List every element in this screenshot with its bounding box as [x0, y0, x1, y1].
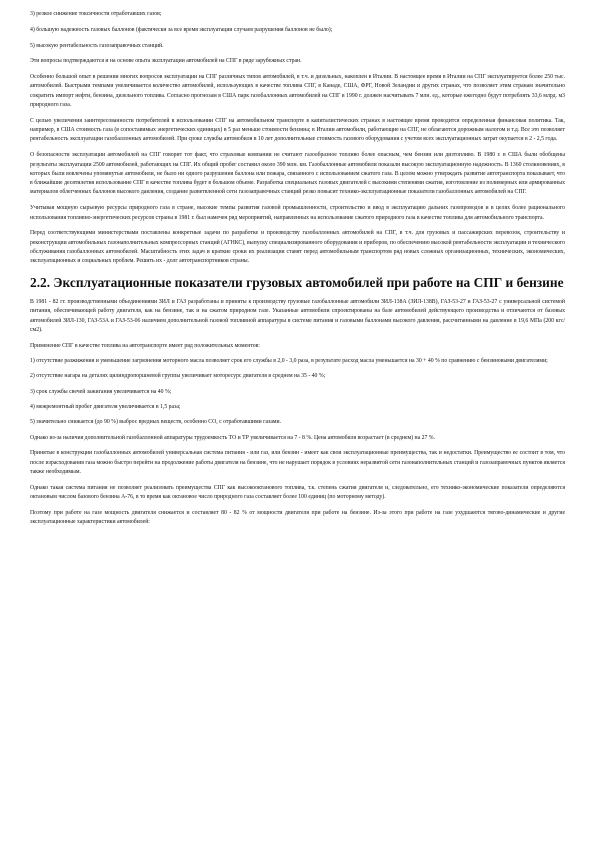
paragraph-maintenance-cost: Однако из-за наличия дополнительной газобаллонной аппаратуры трудоемкость ТО и ТР увеличивается на 7 - 8 %. Цена автомобиля возрастает (в среднем) на 27 %.	[30, 434, 436, 441]
section-title: 2.2. Эксплуатационные показатели грузовых автомобилей при работе на СПГ и бензине	[30, 274, 564, 290]
paragraph-safety: О безопасности эксплуатации автомобилей на СПГ говорит тот факт, что страховые компании не считают газообразное топливо более опасным, чем бензин или дизтопливо. В 1980 г. в США были обобщены результаты эксплуатации 2500 автомобилей, работающих на СПГ. Их общий пробег составил около 390 млн. км. Газобаллонные автомобили показали высокую эксплуатационную надежность. В 1360 столкновениях, в которых были вовлечены упомянутые автомобили, не было ни одного разрушения баллона или пожара, связанного с использованием сжатого газа. В целом можно утверждать развитие автотранспорта показывает, что в ближайшие десятилетия использование СПГ в качестве топлива будет в большом объеме. Разработка специальных газовых двигателей с высокими степенями сжатия, изготовление из полимерных или армированных материалов облегченных баллонов высокого давления, создание разветвленной сети газозаправочных станций резко повысит технико-эксплуатационные показатели газобаллонных автомобилей на СПГ.	[30, 152, 565, 196]
paragraph-advantages-intro: Применение СПГ в качестве топлива на автотранспорте имеет ряд положительных моментов:	[30, 342, 260, 349]
paragraph-ministries: Перед соответствующими министерствами поставлены конкретные задачи по разработке и производству газобаллонных автомобилей на СПГ, в т.ч. для грузовых и пассажирских перевозок, строительству и реконструкции автомобильных газонаполнительных компрессорных станций (АГНКС), выпуску специализированного оборудования и приборов, по обеспечению высокой рентабельности эксплуатации и технического обслуживания газобаллонных автомобилей. Масштабность этих задач и краткие сроки их реализации ставят перед автомобильным транспортом ряд новых сложных организационных, технических, экономических, эксплуатационных и социальных проблем. Решить их - долг автотранспортников страны.	[30, 230, 565, 265]
paragraph-zil-gaz: В 1981 - 82 гг. производственными объединениями ЗИЛ и ГАЗ разработаны и приняты к производству грузовые газобаллонные автомобили ЗИЛ-138А (ЗИЛ-138В), ГАЗ-53-27 и ГАЗ-53-27 с универсальной системой питания, обеспечивающей работу двигателя, как на бензине, так и на сжатом природном газе. Указанные автомобили спроектированы на базе автомобилей действующего производства и отличаются от базовых автомобилей ЗИЛ-130, ГАЗ-53А и ГАЗ-53-06 наличием дополнительной газовой топливной аппаратуры в системе питания и газовыми баллонами высокого давления, рассчитанными на давление в 19,6 МПа (200 кгс/см2).	[30, 299, 565, 333]
paragraph-advantage-5: 5) значительно снижается (до 90 %) выброс вредных веществ, особенно СО, с отработавшими газами.	[30, 419, 282, 426]
paragraph-octane: Однако такая система питания не позволяет реализовать преимущества СПГ как высокооктанового топлива, т.к. степень сжатия двигателя и, следовательно, его технико-экономические показатели определяются октановым числом базового бензина А-76, в то время как октановое число природного газа составляет более 100 единиц (по моторному методу).	[30, 484, 565, 500]
paragraph-universal-system: Принятые в конструкции газобаллонных автомобилей универсальная система питания - или газ, или бензин - имеет как свои эксплуатационные преимущества, так и недостатки. Преимущество ее состоит в том, что после израсходования газа можно быстро перейти на продолжение работы двигателя на бензине, что не нарушает порядок в условиях неразвитой сети газонаполнительных станций и газозаправочных пунктов является также необходимым.	[30, 450, 565, 475]
paragraph-italy: Особенно большой опыт в решении многих вопросов эксплуатации на СПГ различных типов автомобилей, в т.ч. и дизельных, накоплен в Италии. В настоящее время в Италии на СПГ эксплуатируется более 250 тыс. автомобилей. Быстрыми темпами увеличивается количество автомобилей, использующих в качестве топлива СПГ, в Канаде, США, ФРГ, Новой Зеландии и других странах, что позволяет этим странам значительно сократить импорт нефти, бензина, дизельного топлива. Согласно прогнозам в США парк газобаллонных автомобилей на СПГ в 1990 г. должен насчитывать 7 млн. ед., которые ежегодно будут потреблять 33,6 млрд. м3 природного газа.	[30, 74, 565, 109]
paragraph-benefit-4: 4) большую надежность газовых баллонов (фактически за все время эксплуатации случаев разрушения баллонов не было);	[30, 26, 333, 33]
paragraph-resources: Учитывая мощную сырьевую ресурсы природного газа в стране, высокие темпы развития газовой промышленности, строительство и ввод в эксплуатацию дальних газопроводов и в целях более рационального использования топливно-энергетических ресурсов страны в 1981 г. был намечен ряд мероприятий, направленных на использование сжатого природного газа в качестве топлива для автомобильного транспорта.	[30, 205, 565, 221]
paragraph-advantage-2: 2) отсутствие нагара на деталях цилиндропоршневой группы увеличивает моторесурс двигателя в среднем на 35 - 40 %;	[30, 373, 326, 380]
paragraph-benefit-3: 3) резкое снижение токсичности отработавших газов;	[30, 11, 162, 17]
paragraph-advantage-3: 3) срок службы свечей зажигания увеличивается на 40 %;	[30, 388, 172, 395]
paragraph-advantage-4: 4) межремонтный пробег двигателя увеличивается в 1,5 раза;	[30, 403, 181, 410]
paragraph-advantage-1: 1) отсутствие разжижения и уменьшение загрязнения моторного масла позволяет срок его службы в 2,0 - 3,0 раза, в результате расход масла уменьшается на 30 + 40 % по сравнению с бензиновыми двигателями;	[30, 358, 548, 365]
document-page	[30, 10, 565, 836]
paragraph-financial-policy: С целью увеличения заинтересованности потребителей в использовании СПГ на автомобильном транспорте в капиталистических странах в настоящее время проводится определенная финансовая политика. Так, например, в США стоимость газа (в сопоставимых энергетических единицах) в 5 раз меньше стоимости бензина; в Италии автомобили, работающие на СПГ, не облагаются дорожным налогом и т.д. Все это позволяет рентабельность эксплуатации газобаллонных автомобилей. При сроке службы автомобиля в 10 лет дополнительные стоимость газового оборудования с учетом всех эксплуатационных затрат окупается в 2 - 2,5 года.	[30, 117, 565, 143]
paragraph-foreign-experience: Эти вопросы подтверждаются и на основе опыта эксплуатации автомобилей на СПГ в ряде зарубежных стран.	[30, 58, 302, 65]
paragraph-benefit-5: 5) высокую рентабельность газозаправочных станций.	[30, 42, 164, 49]
paragraph-power-loss: Поэтому при работе на газе мощность двигателя снижается и составляет 80 - 82 % от мощности двигателя при работе на бензине. Из-за этого при работе на газе ухудшаются тягово-динамические и другие эксплуатационные характеристики автомобилей:	[30, 509, 565, 526]
